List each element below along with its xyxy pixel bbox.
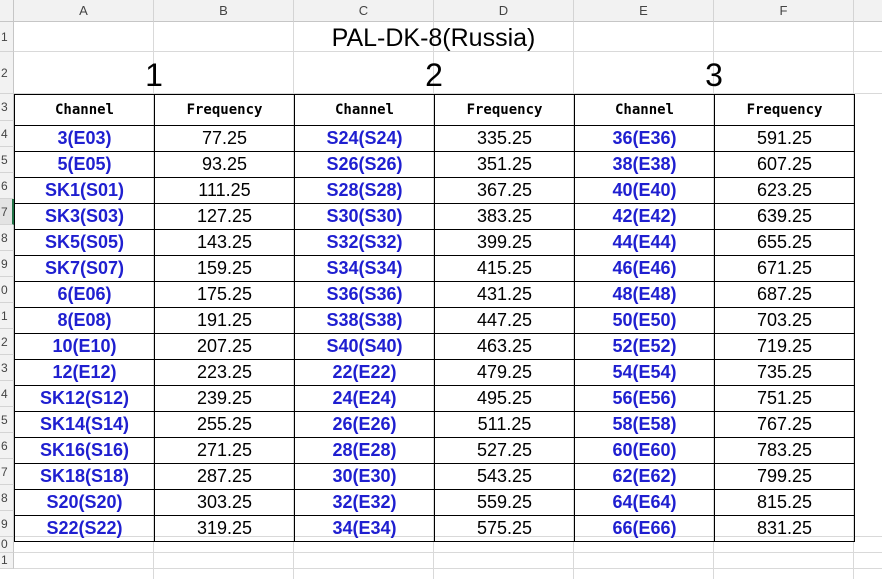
row-header-1[interactable]: 1 [0,22,14,52]
channel-cell[interactable]: 62(E62) [575,464,715,490]
column-header-e[interactable]: E [574,0,714,22]
channel-cell[interactable]: 34(E34) [295,516,435,542]
row-header-4[interactable]: 4 [0,121,14,147]
channel-cell[interactable]: 58(E58) [575,412,715,438]
frequency-cell[interactable]: 479.25 [435,360,575,386]
frequency-cell[interactable]: 687.25 [715,282,855,308]
frequency-cell[interactable]: 239.25 [155,386,295,412]
frequency-cell[interactable]: 543.25 [435,464,575,490]
table-row [15,438,855,464]
table-header-row [15,95,855,126]
table-row [15,178,855,204]
frequency-cell[interactable]: 559.25 [435,490,575,516]
frequency-cell[interactable]: 495.25 [435,386,575,412]
group-label-2[interactable]: 2 [425,57,443,93]
table-row [15,386,855,412]
row-header-5[interactable]: 5 [0,147,14,173]
frequency-cell[interactable]: 127.25 [155,204,295,230]
channel-cell[interactable]: SK5(S05) [15,230,155,256]
frequency-cell[interactable]: 93.25 [155,152,295,178]
frequency-cell[interactable]: 511.25 [435,412,575,438]
row-header-3[interactable]: 3 [0,94,14,121]
channel-cell[interactable]: S28(S28) [295,178,435,204]
table-row [15,360,855,386]
row-header-2[interactable]: 2 [0,52,14,94]
frequency-cell[interactable]: 223.25 [155,360,295,386]
frequency-cell[interactable]: 607.25 [715,152,855,178]
row-header-6[interactable]: 6 [0,173,14,199]
channel-cell[interactable]: S34(S34) [295,256,435,282]
header-channel[interactable]: Channel [295,95,435,126]
column-header-f[interactable]: F [714,0,854,22]
frequency-cell[interactable]: 399.25 [435,230,575,256]
row-header-14[interactable]: 4 [0,381,14,407]
row-header-10[interactable]: 0 [0,277,14,303]
frequency-cell[interactable]: 415.25 [435,256,575,282]
frequency-cell[interactable]: 175.25 [155,282,295,308]
channel-cell[interactable]: 60(E60) [575,438,715,464]
frequency-cell[interactable]: 383.25 [435,204,575,230]
frequency-cell[interactable]: 703.25 [715,308,855,334]
frequency-cell[interactable]: 77.25 [155,126,295,152]
table-row [15,516,855,542]
channel-cell[interactable]: 48(E48) [575,282,715,308]
frequency-cell[interactable]: 191.25 [155,308,295,334]
frequency-cell[interactable]: 159.25 [155,256,295,282]
table-row [15,256,855,282]
channel-cell[interactable]: 42(E42) [575,204,715,230]
channel-cell[interactable]: 54(E54) [575,360,715,386]
channel-cell[interactable]: SK12(S12) [15,386,155,412]
frequency-cell[interactable]: 735.25 [715,360,855,386]
frequency-cell[interactable]: 527.25 [435,438,575,464]
table-row [15,412,855,438]
channel-cell[interactable]: S32(S32) [295,230,435,256]
channel-cell[interactable]: 12(E12) [15,360,155,386]
frequency-cell[interactable]: 303.25 [155,490,295,516]
frequency-cell[interactable]: 319.25 [155,516,295,542]
frequency-cell[interactable]: 271.25 [155,438,295,464]
table-row [15,490,855,516]
channel-frequency-table [14,94,855,542]
corner-cell[interactable] [0,0,14,22]
channel-cell[interactable]: 46(E46) [575,256,715,282]
channel-cell[interactable]: 10(E10) [15,334,155,360]
channel-cell[interactable]: SK16(S16) [15,438,155,464]
row-header-16[interactable]: 6 [0,433,14,459]
group-label-1[interactable]: 1 [145,57,163,93]
frequency-cell[interactable]: 639.25 [715,204,855,230]
frequency-cell[interactable]: 335.25 [435,126,575,152]
table-row [15,152,855,178]
header-channel[interactable]: Channel [15,95,155,126]
row-header-18[interactable]: 8 [0,485,14,511]
frequency-cell[interactable]: 671.25 [715,256,855,282]
header-channel[interactable]: Channel [575,95,715,126]
channel-cell[interactable]: 5(E05) [15,152,155,178]
frequency-cell[interactable]: 287.25 [155,464,295,490]
channel-cell[interactable]: 50(E50) [575,308,715,334]
frequency-cell[interactable]: 719.25 [715,334,855,360]
frequency-cell[interactable]: 255.25 [155,412,295,438]
frequency-cell[interactable]: 783.25 [715,438,855,464]
table-row [15,204,855,230]
group-label-3[interactable]: 3 [705,57,723,93]
channel-cell[interactable]: S24(S24) [295,126,435,152]
frequency-cell[interactable]: 463.25 [435,334,575,360]
channel-cell[interactable]: 6(E06) [15,282,155,308]
channel-cell[interactable]: SK14(S14) [15,412,155,438]
channel-cell[interactable]: 26(E26) [295,412,435,438]
row-header-13[interactable]: 3 [0,355,14,381]
channel-cell[interactable]: 38(E38) [575,152,715,178]
row-header-20[interactable]: 0 [0,537,14,553]
channel-cell[interactable]: 66(E66) [575,516,715,542]
channel-cell[interactable]: 22(E22) [295,360,435,386]
row-header-11[interactable]: 1 [0,303,14,329]
header-frequency[interactable]: Frequency [155,95,295,126]
channel-cell[interactable]: S40(S40) [295,334,435,360]
table-row [15,282,855,308]
frequency-cell[interactable]: 799.25 [715,464,855,490]
channel-cell[interactable]: 44(E44) [575,230,715,256]
frequency-cell[interactable]: 575.25 [435,516,575,542]
frequency-cell[interactable]: 111.25 [155,178,295,204]
channel-cell[interactable]: SK3(S03) [15,204,155,230]
channel-cell[interactable]: 64(E64) [575,490,715,516]
channel-cell[interactable]: S22(S22) [15,516,155,542]
column-header-g[interactable] [854,0,882,22]
row-header-17[interactable]: 7 [0,459,14,485]
frequency-cell[interactable]: 767.25 [715,412,855,438]
row-header-21[interactable]: 1 [0,553,14,569]
channel-cell[interactable]: S38(S38) [295,308,435,334]
channel-cell[interactable]: 52(E52) [575,334,715,360]
frequency-cell[interactable]: 815.25 [715,490,855,516]
table-row [15,308,855,334]
frequency-cell[interactable]: 751.25 [715,386,855,412]
column-header-c[interactable]: C [294,0,434,22]
frequency-cell[interactable]: 655.25 [715,230,855,256]
row-header-9[interactable]: 9 [0,251,14,277]
channel-cell[interactable]: 36(E36) [575,126,715,152]
header-frequency[interactable]: Frequency [715,95,855,126]
channel-cell[interactable]: S30(S30) [295,204,435,230]
channel-cell[interactable]: 30(E30) [295,464,435,490]
channel-cell[interactable]: 3(E03) [15,126,155,152]
frequency-cell[interactable]: 447.25 [435,308,575,334]
channel-cell[interactable]: 56(E56) [575,386,715,412]
table-row [15,334,855,360]
frequency-cell[interactable]: 591.25 [715,126,855,152]
column-header-a[interactable]: A [14,0,154,22]
channel-cell[interactable]: 8(E08) [15,308,155,334]
frequency-cell[interactable]: 431.25 [435,282,575,308]
header-frequency[interactable]: Frequency [435,95,575,126]
row-header-8[interactable]: 8 [0,225,14,251]
sheet-title[interactable]: PAL-DK-8(Russia) [331,24,536,52]
channel-cell[interactable]: S36(S36) [295,282,435,308]
column-header-d[interactable]: D [434,0,574,22]
row-header-15[interactable]: 5 [0,407,14,433]
channel-cell[interactable]: SK18(S18) [15,464,155,490]
table-row [15,126,855,152]
frequency-cell[interactable]: 831.25 [715,516,855,542]
table-row [15,230,855,256]
table-row [15,464,855,490]
frequency-cell[interactable]: 351.25 [435,152,575,178]
row-header-12[interactable]: 2 [0,329,14,355]
channel-cell[interactable]: SK1(S01) [15,178,155,204]
channel-cell[interactable]: 32(E32) [295,490,435,516]
channel-cell[interactable]: SK7(S07) [15,256,155,282]
column-header-b[interactable]: B [154,0,294,22]
frequency-cell[interactable]: 143.25 [155,230,295,256]
frequency-cell[interactable]: 367.25 [435,178,575,204]
channel-cell[interactable]: 24(E24) [295,386,435,412]
channel-cell[interactable]: 28(E28) [295,438,435,464]
channel-cell[interactable]: S20(S20) [15,490,155,516]
row-header-7[interactable]: 7 [0,199,14,225]
row-header-19[interactable]: 9 [0,511,14,537]
frequency-cell[interactable]: 623.25 [715,178,855,204]
frequency-cell[interactable]: 207.25 [155,334,295,360]
channel-cell[interactable]: S26(S26) [295,152,435,178]
channel-cell[interactable]: 40(E40) [575,178,715,204]
